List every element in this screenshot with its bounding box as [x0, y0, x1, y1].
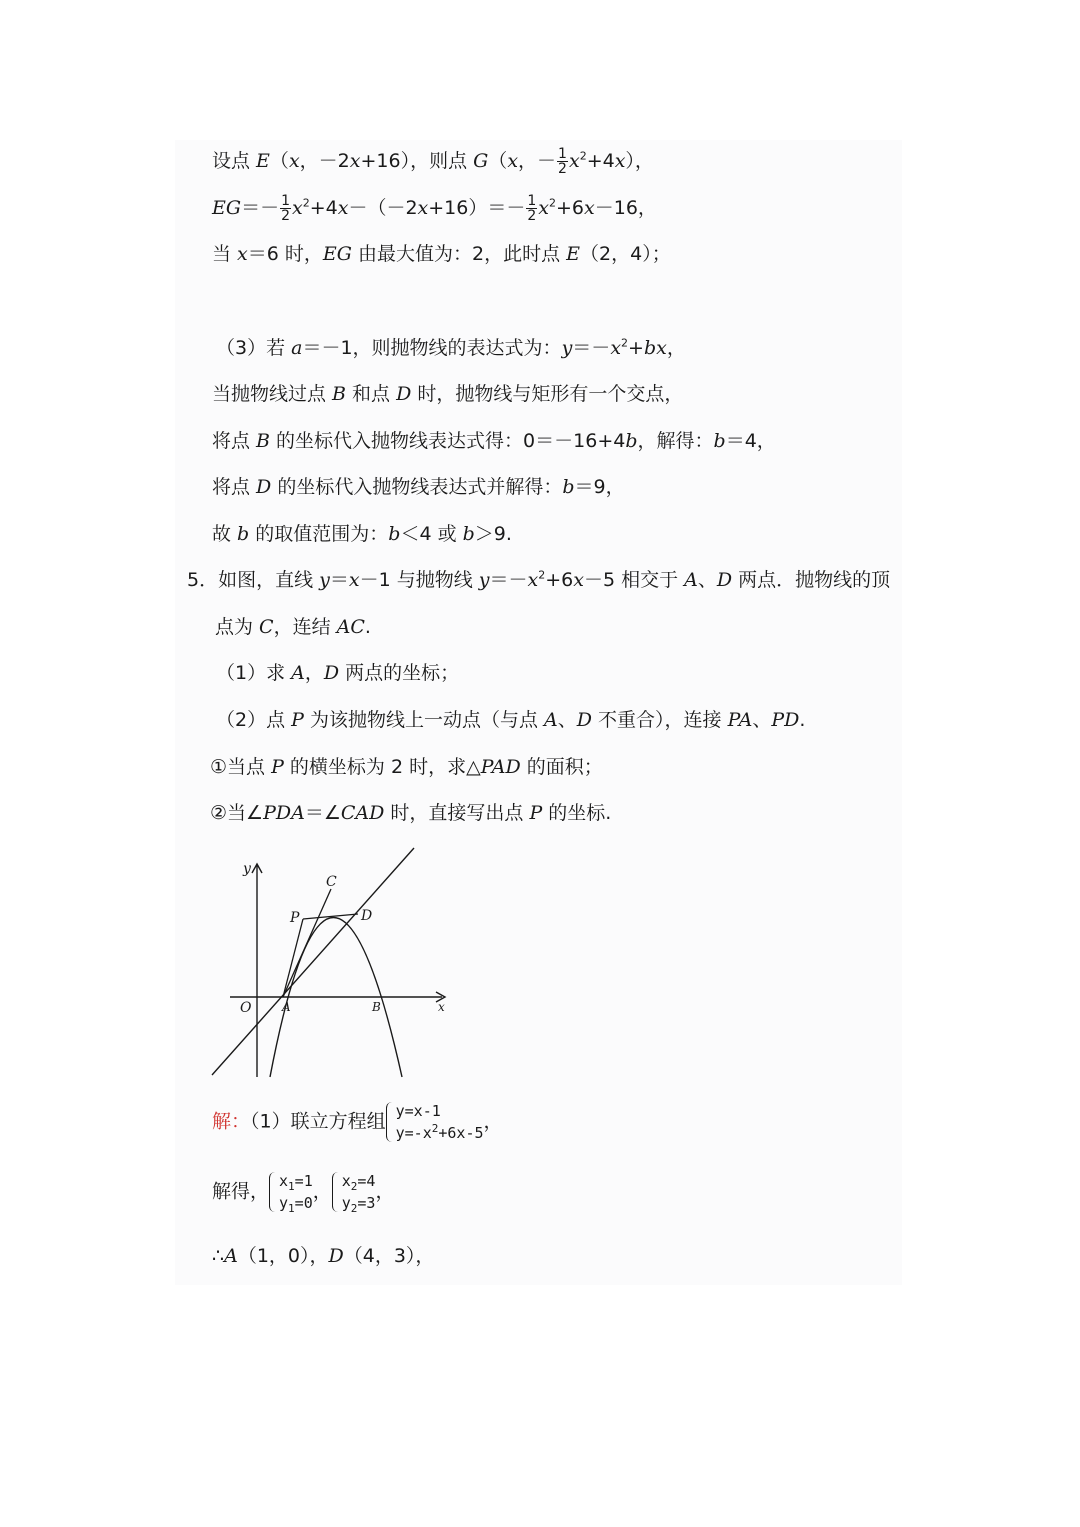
var: B — [256, 430, 271, 452]
text: ）， — [625, 150, 654, 172]
var: A — [684, 569, 698, 591]
text: ②当∠ — [210, 802, 264, 824]
text: 两点．抛物线的顶 — [732, 569, 891, 591]
var: D — [323, 662, 340, 684]
var: A — [544, 709, 558, 731]
text: （4，3）， — [343, 1245, 435, 1267]
text: ＝－1，则抛物线的表达式为： — [302, 337, 562, 359]
text: ， — [666, 337, 686, 359]
text: 当抛物线过点 — [212, 383, 333, 405]
answer-label: 解： — [212, 1110, 251, 1133]
text: ＝6 时， — [247, 243, 323, 265]
solution — [279, 1170, 313, 1192]
var: b — [562, 476, 575, 498]
text: ＝9， — [574, 476, 625, 498]
text: （2，4）； — [580, 243, 671, 265]
exponent: 2 — [621, 336, 629, 350]
var: P — [291, 709, 304, 731]
text: 、 — [557, 709, 577, 731]
answer-line-2 — [212, 1170, 394, 1214]
text: +6 — [545, 569, 574, 591]
part-3-line-4 — [212, 474, 625, 500]
var: x — [610, 337, 622, 359]
equation: y=x-1 — [395, 1102, 441, 1120]
text: y — [341, 1194, 351, 1212]
text: +6x-5 — [438, 1124, 484, 1142]
subscript: 2 — [350, 1180, 358, 1193]
text: 的取值范围为： — [249, 523, 389, 545]
text: ， — [483, 1110, 503, 1133]
text: . — [364, 616, 371, 638]
var: AC — [336, 616, 365, 638]
text: －16， — [594, 197, 657, 219]
part-3-line — [216, 335, 686, 361]
var: y — [319, 569, 330, 591]
var: x — [614, 150, 626, 172]
text: 的坐标代入抛物线表达式得：0＝－16+4 — [270, 430, 626, 452]
text: 、 — [752, 709, 772, 731]
label-D: D — [361, 908, 373, 924]
text: ，解得： — [637, 430, 714, 452]
var: EG — [212, 197, 242, 219]
numerator: 1 — [281, 193, 290, 209]
text: （1）求 — [216, 662, 292, 684]
problem-5-statement — [187, 567, 890, 593]
solution-line-1 — [212, 147, 654, 176]
var: E — [256, 150, 270, 172]
exponent: 2 — [549, 196, 557, 210]
text: 点为 — [215, 616, 260, 638]
question-2-part-1 — [210, 754, 603, 780]
subscript: 1 — [288, 1202, 295, 1215]
problem-5-statement-2 — [215, 614, 371, 640]
text: +16）＝－ — [428, 197, 526, 219]
text: 不重合），连接 — [592, 709, 728, 731]
var: PA — [727, 709, 753, 731]
var: D — [716, 569, 733, 591]
text: +16），则点 — [360, 150, 474, 172]
var: x — [538, 197, 550, 219]
exponent: 2 — [302, 196, 310, 210]
text: 解得， — [212, 1180, 270, 1203]
text: －1 与抛物线 — [359, 569, 479, 591]
question-2-part-2 — [210, 800, 611, 826]
text: 当 — [212, 243, 238, 265]
var: EG — [322, 243, 352, 265]
denominator: 2 — [558, 161, 567, 177]
text: =0 — [294, 1194, 313, 1212]
text: ＝－ — [489, 569, 528, 591]
solution — [279, 1192, 313, 1214]
var: A — [224, 1245, 238, 1267]
equation-system — [386, 1100, 484, 1144]
text: －5 相交于 — [583, 569, 685, 591]
part-3-line-3 — [212, 428, 776, 454]
text: 、 — [697, 569, 717, 591]
text: ＞9. — [474, 523, 512, 545]
text: （ — [269, 150, 289, 172]
parabola-figure — [200, 840, 460, 1090]
var: x — [417, 197, 429, 219]
segment-AC — [283, 889, 331, 997]
question-1 — [216, 660, 459, 686]
var: x — [237, 243, 248, 265]
text: ，－2 — [299, 150, 350, 172]
var: y — [561, 337, 573, 359]
text: （ — [488, 150, 508, 172]
var: P — [529, 802, 543, 824]
text: =4 — [357, 1172, 376, 1190]
subscript: 1 — [288, 1180, 295, 1193]
var: PD — [771, 709, 800, 731]
var: E — [566, 243, 581, 265]
text: 的横坐标为 2 时，求△ — [283, 756, 481, 778]
var: C — [259, 616, 274, 638]
var: x — [568, 150, 580, 172]
var: PAD — [480, 756, 521, 778]
text: 5．如图，直线 — [187, 569, 320, 591]
question-2 — [216, 707, 805, 733]
label-C: C — [326, 874, 337, 890]
text: 故 — [212, 523, 238, 545]
text: 两点的坐标； — [339, 662, 460, 684]
text: 时，抛物线与矩形有一个交点， — [411, 383, 684, 405]
fraction — [526, 194, 537, 223]
label-y: y — [243, 861, 251, 877]
text: ∴ — [212, 1245, 225, 1267]
denominator: 2 — [527, 208, 537, 224]
text: 的面积； — [520, 756, 603, 778]
text: . — [799, 709, 806, 731]
var: D — [396, 383, 412, 405]
var: D — [328, 1245, 344, 1267]
var: y — [478, 569, 490, 591]
fraction — [280, 194, 291, 223]
line-y-eq-x-minus-1 — [212, 848, 414, 1075]
var: x — [584, 197, 595, 219]
label-O: O — [240, 1000, 252, 1016]
text: y=-x — [395, 1124, 432, 1142]
solution-line-2 — [212, 194, 657, 223]
exponent: 2 — [431, 1122, 439, 1135]
denominator: 2 — [281, 208, 290, 224]
text: 由最大值为：2，此时点 — [351, 243, 567, 265]
text: 的坐标代入抛物线表达式并解得： — [271, 476, 563, 498]
var: b — [388, 523, 401, 545]
label-x: x — [438, 1000, 445, 1014]
text: ，连结 — [273, 616, 337, 638]
solution-line-3 — [212, 241, 671, 267]
var: B — [332, 383, 347, 405]
answer-line-3 — [212, 1243, 434, 1269]
part-3-line-2 — [212, 381, 683, 407]
text: +4 — [586, 150, 615, 172]
text: 时，直接写出点 — [384, 802, 530, 824]
text: －（－2 — [348, 197, 418, 219]
var: D — [256, 476, 272, 498]
var: b — [237, 523, 250, 545]
var: P — [271, 756, 284, 778]
label-B: B — [372, 1000, 381, 1014]
var: x — [292, 197, 303, 219]
label-P: P — [290, 910, 300, 926]
exponent: 2 — [538, 568, 546, 582]
text: ＜4 或 — [400, 523, 463, 545]
var: G — [473, 150, 489, 172]
text: 和点 — [346, 383, 397, 405]
answer-line-1 — [212, 1100, 503, 1144]
text: （1，0）， — [237, 1245, 329, 1267]
text: （3）若 — [216, 337, 292, 359]
solution-system-1 — [269, 1170, 313, 1214]
subscript: 2 — [350, 1202, 358, 1215]
var: x — [288, 150, 300, 172]
var: D — [576, 709, 593, 731]
text: 的坐标. — [542, 802, 612, 824]
text: ＝4， — [725, 430, 776, 452]
solution-system-2 — [332, 1170, 376, 1214]
numerator: 1 — [527, 193, 537, 209]
text: （2）点 — [216, 709, 292, 731]
text: ， — [312, 1180, 332, 1203]
equation — [396, 1122, 484, 1144]
text: （1）联立方程组 — [250, 1110, 386, 1133]
numerator: 1 — [558, 146, 567, 162]
var: bx — [643, 337, 667, 359]
text: ＝ — [329, 569, 349, 591]
exponent: 2 — [579, 149, 587, 163]
text: 设点 — [212, 150, 257, 172]
text: ， — [375, 1180, 395, 1203]
text: ＝－ — [241, 197, 280, 219]
var: b — [462, 523, 475, 545]
text: ①当点 — [210, 756, 272, 778]
text: y — [279, 1194, 289, 1212]
solution — [342, 1170, 376, 1192]
text: 为该抛物线上一动点（与点 — [303, 709, 545, 731]
var: CAD — [340, 802, 385, 824]
text: =3 — [357, 1194, 376, 1212]
text: +6 — [556, 197, 585, 219]
label-A: A — [282, 1000, 291, 1014]
var: b — [625, 430, 638, 452]
text: ＝∠ — [304, 802, 341, 824]
var: x — [348, 569, 360, 591]
text: ，－ — [518, 150, 557, 172]
text: + — [628, 337, 644, 359]
solution — [342, 1192, 376, 1214]
fraction — [557, 147, 568, 176]
var: x — [507, 150, 519, 172]
var: a — [291, 337, 303, 359]
var: b — [713, 430, 726, 452]
var: A — [291, 662, 305, 684]
text: ， — [304, 662, 324, 684]
text: x — [279, 1172, 289, 1190]
text: ＝－ — [572, 337, 611, 359]
var: x — [349, 150, 361, 172]
var: x — [527, 569, 539, 591]
var: x — [337, 197, 349, 219]
var: x — [573, 569, 584, 591]
part-3-line-5 — [212, 521, 512, 547]
var: PDA — [263, 802, 305, 824]
text: 将点 — [212, 430, 257, 452]
text: =1 — [294, 1172, 313, 1190]
text: x — [341, 1172, 351, 1190]
text: +4 — [309, 197, 338, 219]
text: 将点 — [212, 476, 257, 498]
